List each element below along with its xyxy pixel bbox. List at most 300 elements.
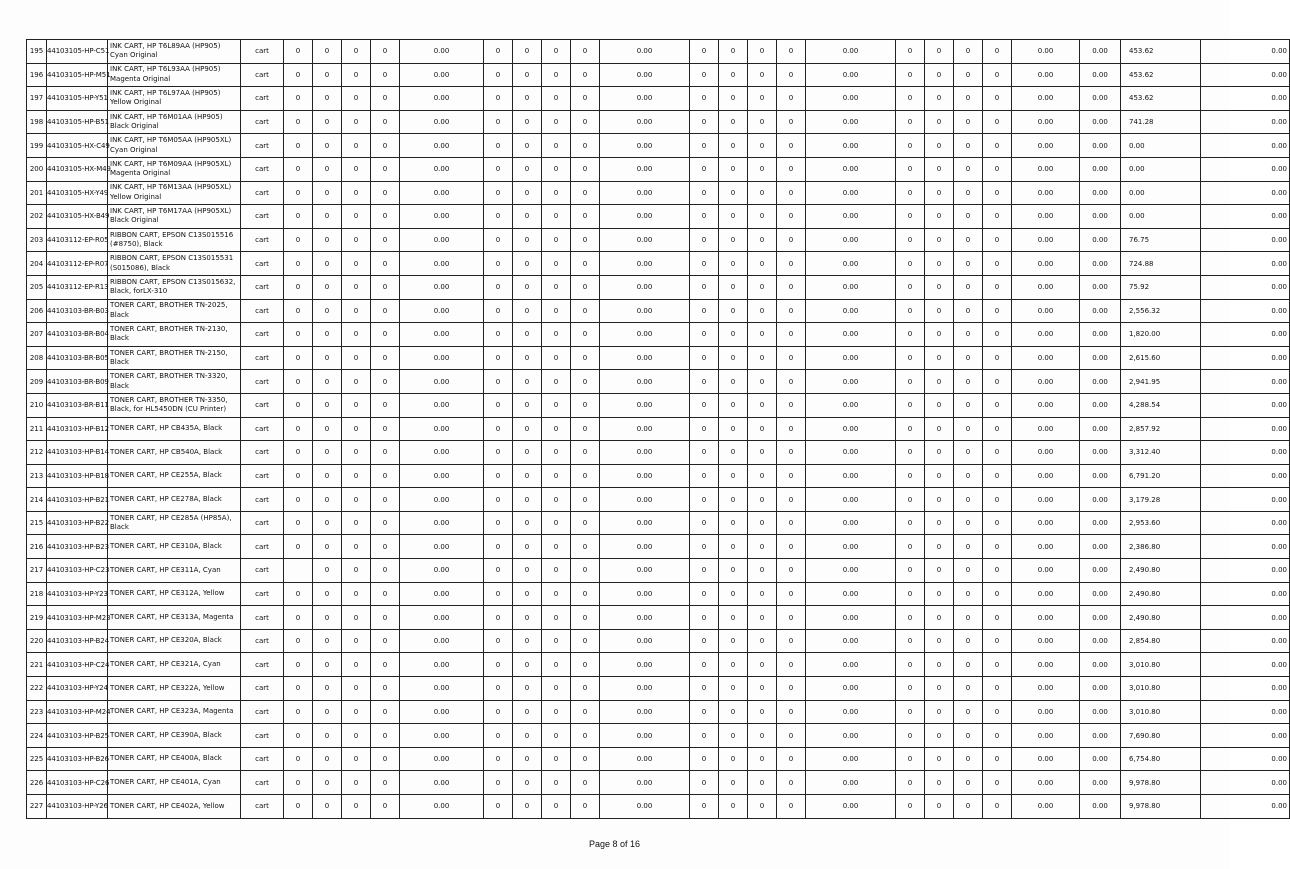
unit-cell: cart	[241, 795, 284, 819]
unit-price-cell: 0.00	[1121, 205, 1201, 229]
quantity-cell: 0	[371, 441, 400, 465]
amount-cell: 0.00	[806, 228, 896, 252]
item-number: 221	[27, 653, 47, 677]
amount-cell: 0.00	[806, 488, 896, 512]
quantity-cell: 0	[513, 771, 542, 795]
quantity-cell: 0	[542, 181, 571, 205]
quantity-cell: 0	[313, 181, 342, 205]
quantity-cell: 0	[542, 205, 571, 229]
amount-cell: 0.00	[806, 606, 896, 630]
item-number: 206	[27, 299, 47, 323]
item-number: 210	[27, 393, 47, 417]
item-number: 219	[27, 606, 47, 630]
amount-cell: 0.00	[1012, 488, 1080, 512]
quantity-cell: 0	[690, 275, 719, 299]
quantity-cell: 0	[925, 747, 954, 771]
quantity-cell: 0	[542, 370, 571, 394]
total-quantity-cell: 0.00	[1080, 299, 1121, 323]
amount-cell: 0.00	[806, 370, 896, 394]
total-quantity-cell: 0.00	[1080, 724, 1121, 748]
unit-cell: cart	[241, 653, 284, 677]
quantity-cell: 0	[571, 370, 600, 394]
quantity-cell: 0	[342, 87, 371, 111]
amount-cell: 0.00	[806, 441, 896, 465]
quantity-cell: 0	[371, 63, 400, 87]
quantity-cell: 0	[542, 700, 571, 724]
unit-cell: cart	[241, 275, 284, 299]
item-number: 205	[27, 275, 47, 299]
total-quantity-cell: 0.00	[1080, 252, 1121, 276]
amount-cell: 0.00	[400, 747, 484, 771]
quantity-cell: 0	[284, 417, 313, 441]
inventory-table	[26, 39, 1290, 819]
quantity-cell: 0	[925, 511, 954, 535]
quantity-cell: 0	[342, 346, 371, 370]
amount-cell: 0.00	[806, 393, 896, 417]
amount-cell: 0.00	[400, 795, 484, 819]
quantity-cell: 0	[371, 275, 400, 299]
total-quantity-cell: 0.00	[1080, 110, 1121, 134]
total-quantity-cell: 0.00	[1080, 488, 1121, 512]
item-code: 44103103-HP-B22	[47, 511, 108, 535]
quantity-cell: 0	[954, 582, 983, 606]
quantity-cell: 0	[690, 724, 719, 748]
quantity-cell: 0	[925, 464, 954, 488]
quantity-cell: 0	[748, 252, 777, 276]
item-description: TONER CART, HP CE321A, Cyan	[108, 653, 241, 677]
quantity-cell: 0	[719, 393, 748, 417]
quantity-cell: 0	[342, 323, 371, 347]
amount-cell: 0.00	[1012, 629, 1080, 653]
quantity-cell: 0	[777, 134, 806, 158]
quantity-cell: 0	[571, 535, 600, 559]
quantity-cell: 0	[342, 275, 371, 299]
item-description: TONER CART, HP CE320A, Black	[108, 629, 241, 653]
quantity-cell: 0	[719, 629, 748, 653]
quantity-cell: 0	[719, 700, 748, 724]
quantity-cell: 0	[896, 370, 925, 394]
quantity-cell: 0	[513, 228, 542, 252]
item-description: INK CART, HP T6M17AA (HP905XL) Black Original	[108, 205, 241, 229]
item-code: 44103103-HP-C24	[47, 653, 108, 677]
table-row	[27, 653, 1290, 677]
amount-cell: 0.00	[600, 134, 690, 158]
amount-cell: 0.00	[1012, 228, 1080, 252]
amount-cell: 0.00	[1012, 393, 1080, 417]
quantity-cell: 0	[777, 87, 806, 111]
quantity-cell: 0	[313, 441, 342, 465]
quantity-cell: 0	[484, 771, 513, 795]
quantity-cell: 0	[542, 417, 571, 441]
quantity-cell: 0	[484, 653, 513, 677]
item-number: 195	[27, 40, 47, 64]
quantity-cell: 0	[925, 299, 954, 323]
quantity-cell: 0	[896, 488, 925, 512]
quantity-cell: 0	[513, 110, 542, 134]
quantity-cell: 0	[371, 582, 400, 606]
total-quantity-cell: 0.00	[1080, 157, 1121, 181]
total-amount-cell: 0.00	[1201, 700, 1290, 724]
quantity-cell: 0	[571, 157, 600, 181]
quantity-cell: 0	[484, 299, 513, 323]
item-description: TONER CART, HP CE323A, Magenta	[108, 700, 241, 724]
quantity-cell: 0	[513, 370, 542, 394]
item-description: TONER CART, HP CE400A, Black	[108, 747, 241, 771]
quantity-cell: 0	[983, 511, 1012, 535]
item-description: TONER CART, HP CE401A, Cyan	[108, 771, 241, 795]
quantity-cell: 0	[371, 795, 400, 819]
quantity-cell: 0	[777, 464, 806, 488]
quantity-cell: 0	[983, 393, 1012, 417]
item-description: INK CART, HP T6M09AA (HP905XL) Magenta Original	[108, 157, 241, 181]
quantity-cell: 0	[748, 724, 777, 748]
quantity-cell: 0	[777, 582, 806, 606]
quantity-cell: 0	[284, 157, 313, 181]
quantity-cell: 0	[371, 464, 400, 488]
quantity-cell: 0	[954, 606, 983, 630]
quantity-cell: 0	[484, 157, 513, 181]
unit-cell: cart	[241, 724, 284, 748]
quantity-cell: 0	[484, 747, 513, 771]
quantity-cell: 0	[983, 559, 1012, 583]
quantity-cell: 0	[983, 464, 1012, 488]
quantity-cell: 0	[371, 747, 400, 771]
quantity-cell: 0	[313, 157, 342, 181]
quantity-cell: 0	[896, 110, 925, 134]
quantity-cell: 0	[777, 629, 806, 653]
quantity-cell: 0	[484, 40, 513, 64]
quantity-cell: 0	[342, 181, 371, 205]
quantity-cell: 0	[484, 181, 513, 205]
amount-cell: 0.00	[806, 677, 896, 701]
quantity-cell: 0	[513, 700, 542, 724]
quantity-cell: 0	[484, 441, 513, 465]
quantity-cell: 0	[484, 724, 513, 748]
quantity-cell: 0	[690, 606, 719, 630]
quantity-cell: 0	[983, 134, 1012, 158]
total-amount-cell: 0.00	[1201, 110, 1290, 134]
amount-cell: 0.00	[400, 205, 484, 229]
item-description: INK CART, HP T6L97AA (HP905) Yellow Original	[108, 87, 241, 111]
unit-cell: cart	[241, 181, 284, 205]
item-number: 198	[27, 110, 47, 134]
amount-cell: 0.00	[806, 252, 896, 276]
amount-cell: 0.00	[1012, 606, 1080, 630]
item-number: 227	[27, 795, 47, 819]
table-row	[27, 157, 1290, 181]
table-row	[27, 252, 1290, 276]
quantity-cell: 0	[690, 653, 719, 677]
item-description: TONER CART, HP CE402A, Yellow	[108, 795, 241, 819]
quantity-cell: 0	[690, 464, 719, 488]
quantity-cell: 0	[542, 771, 571, 795]
total-amount-cell: 0.00	[1201, 40, 1290, 64]
item-code: 44103103-HP-M24	[47, 700, 108, 724]
quantity-cell: 0	[284, 346, 313, 370]
quantity-cell: 0	[983, 40, 1012, 64]
quantity-cell: 0	[748, 157, 777, 181]
quantity-cell: 0	[719, 677, 748, 701]
quantity-cell: 0	[513, 488, 542, 512]
quantity-cell: 0	[954, 724, 983, 748]
quantity-cell: 0	[954, 63, 983, 87]
quantity-cell: 0	[513, 559, 542, 583]
quantity-cell: 0	[777, 252, 806, 276]
quantity-cell: 0	[748, 606, 777, 630]
quantity-cell: 0	[777, 700, 806, 724]
amount-cell: 0.00	[400, 677, 484, 701]
table-row	[27, 677, 1290, 701]
unit-price-cell: 453.62	[1121, 63, 1201, 87]
item-number: 201	[27, 181, 47, 205]
quantity-cell: 0	[342, 629, 371, 653]
amount-cell: 0.00	[600, 157, 690, 181]
table-row	[27, 441, 1290, 465]
unit-price-cell: 741.28	[1121, 110, 1201, 134]
quantity-cell: 0	[571, 299, 600, 323]
item-code: 44103103-BR-B11	[47, 393, 108, 417]
amount-cell: 0.00	[806, 535, 896, 559]
quantity-cell: 0	[313, 275, 342, 299]
quantity-cell: 0	[954, 181, 983, 205]
total-quantity-cell: 0.00	[1080, 205, 1121, 229]
table-row	[27, 228, 1290, 252]
amount-cell: 0.00	[400, 724, 484, 748]
amount-cell: 0.00	[806, 275, 896, 299]
quantity-cell: 0	[719, 110, 748, 134]
quantity-cell: 0	[748, 205, 777, 229]
quantity-cell: 0	[896, 653, 925, 677]
quantity-cell: 0	[342, 370, 371, 394]
amount-cell: 0.00	[400, 63, 484, 87]
quantity-cell: 0	[513, 511, 542, 535]
amount-cell: 0.00	[400, 228, 484, 252]
quantity-cell: 0	[983, 157, 1012, 181]
quantity-cell: 0	[719, 346, 748, 370]
total-quantity-cell: 0.00	[1080, 63, 1121, 87]
quantity-cell: 0	[342, 134, 371, 158]
total-amount-cell: 0.00	[1201, 205, 1290, 229]
quantity-cell: 0	[571, 252, 600, 276]
quantity-cell: 0	[571, 606, 600, 630]
amount-cell: 0.00	[600, 275, 690, 299]
quantity-cell: 0	[284, 299, 313, 323]
unit-cell: cart	[241, 677, 284, 701]
table-row	[27, 700, 1290, 724]
amount-cell: 0.00	[600, 299, 690, 323]
amount-cell: 0.00	[400, 441, 484, 465]
quantity-cell: 0	[484, 511, 513, 535]
quantity-cell: 0	[983, 181, 1012, 205]
quantity-cell: 0	[571, 393, 600, 417]
unit-cell: cart	[241, 747, 284, 771]
total-quantity-cell: 0.00	[1080, 582, 1121, 606]
quantity-cell: 0	[484, 252, 513, 276]
total-amount-cell: 0.00	[1201, 228, 1290, 252]
quantity-cell: 0	[284, 488, 313, 512]
table-row	[27, 771, 1290, 795]
quantity-cell: 0	[983, 417, 1012, 441]
amount-cell: 0.00	[1012, 275, 1080, 299]
amount-cell: 0.00	[806, 323, 896, 347]
amount-cell: 0.00	[600, 370, 690, 394]
total-quantity-cell: 0.00	[1080, 700, 1121, 724]
quantity-cell: 0	[719, 87, 748, 111]
quantity-cell: 0	[313, 677, 342, 701]
quantity-cell: 0	[748, 488, 777, 512]
amount-cell: 0.00	[806, 653, 896, 677]
item-number: 218	[27, 582, 47, 606]
quantity-cell: 0	[542, 511, 571, 535]
quantity-cell: 0	[371, 323, 400, 347]
item-description: RIBBON CART, EPSON C13S015632, Black, forLX-310	[108, 275, 241, 299]
amount-cell: 0.00	[400, 323, 484, 347]
quantity-cell: 0	[484, 559, 513, 583]
item-code: 44103103-HP-Y26	[47, 795, 108, 819]
quantity-cell: 0	[719, 40, 748, 64]
quantity-cell: 0	[777, 511, 806, 535]
table-row	[27, 724, 1290, 748]
unit-cell: cart	[241, 771, 284, 795]
quantity-cell: 0	[371, 606, 400, 630]
quantity-cell: 0	[896, 228, 925, 252]
quantity-cell: 0	[342, 747, 371, 771]
quantity-cell: 0	[896, 417, 925, 441]
item-description: TONER CART, BROTHER TN-3320, Black	[108, 370, 241, 394]
quantity-cell: 0	[719, 63, 748, 87]
quantity-cell: 0	[371, 677, 400, 701]
amount-cell: 0.00	[806, 346, 896, 370]
quantity-cell: 0	[896, 393, 925, 417]
amount-cell: 0.00	[806, 582, 896, 606]
quantity-cell: 0	[313, 629, 342, 653]
item-code: 44103103-HP-B14	[47, 441, 108, 465]
quantity-cell: 0	[896, 275, 925, 299]
amount-cell: 0.00	[806, 511, 896, 535]
amount-cell: 0.00	[600, 795, 690, 819]
unit-cell: cart	[241, 110, 284, 134]
quantity-cell: 0	[954, 346, 983, 370]
quantity-cell: 0	[896, 134, 925, 158]
amount-cell: 0.00	[1012, 464, 1080, 488]
total-amount-cell: 0.00	[1201, 559, 1290, 583]
quantity-cell: 0	[513, 346, 542, 370]
quantity-cell: 0	[748, 110, 777, 134]
quantity-cell: 0	[896, 63, 925, 87]
item-number: 211	[27, 417, 47, 441]
total-quantity-cell: 0.00	[1080, 40, 1121, 64]
unit-price-cell: 2,386.80	[1121, 535, 1201, 559]
quantity-cell: 0	[748, 299, 777, 323]
item-code: 44103112-EP-R05	[47, 228, 108, 252]
item-description: TONER CART, HP CE313A, Magenta	[108, 606, 241, 630]
quantity-cell: 0	[896, 205, 925, 229]
quantity-cell: 0	[777, 393, 806, 417]
total-quantity-cell: 0.00	[1080, 535, 1121, 559]
quantity-cell: 0	[896, 629, 925, 653]
quantity-cell: 0	[777, 205, 806, 229]
quantity-cell: 0	[925, 488, 954, 512]
quantity-cell: 0	[371, 299, 400, 323]
amount-cell: 0.00	[600, 700, 690, 724]
quantity-cell: 0	[284, 771, 313, 795]
quantity-cell: 0	[954, 464, 983, 488]
table-row	[27, 275, 1290, 299]
unit-cell: cart	[241, 488, 284, 512]
quantity-cell: 0	[748, 559, 777, 583]
unit-price-cell: 1,820.00	[1121, 323, 1201, 347]
amount-cell: 0.00	[400, 40, 484, 64]
quantity-cell: 0	[313, 724, 342, 748]
quantity-cell: 0	[513, 677, 542, 701]
amount-cell: 0.00	[806, 464, 896, 488]
quantity-cell: 0	[571, 653, 600, 677]
unit-price-cell: 75.92	[1121, 275, 1201, 299]
quantity-cell: 0	[371, 417, 400, 441]
quantity-cell: 0	[719, 417, 748, 441]
quantity-cell: 0	[748, 771, 777, 795]
unit-price-cell: 2,941.95	[1121, 370, 1201, 394]
quantity-cell: 0	[896, 157, 925, 181]
quantity-cell: 0	[313, 771, 342, 795]
amount-cell: 0.00	[806, 110, 896, 134]
quantity-cell: 0	[313, 535, 342, 559]
quantity-cell: 0	[284, 181, 313, 205]
quantity-cell: 0	[925, 606, 954, 630]
item-description: TONER CART, HP CE278A, Black	[108, 488, 241, 512]
quantity-cell: 0	[513, 747, 542, 771]
table-row	[27, 488, 1290, 512]
unit-price-cell: 2,490.80	[1121, 606, 1201, 630]
quantity-cell: 0	[983, 228, 1012, 252]
amount-cell: 0.00	[400, 700, 484, 724]
unit-cell: cart	[241, 63, 284, 87]
quantity-cell: 0	[371, 40, 400, 64]
quantity-cell: 0	[284, 582, 313, 606]
unit-cell: cart	[241, 582, 284, 606]
amount-cell: 0.00	[400, 771, 484, 795]
total-amount-cell: 0.00	[1201, 275, 1290, 299]
quantity-cell: 0	[342, 488, 371, 512]
quantity-cell: 0	[690, 488, 719, 512]
quantity-cell: 0	[371, 157, 400, 181]
quantity-cell: 0	[284, 464, 313, 488]
quantity-cell: 0	[571, 464, 600, 488]
quantity-cell: 0	[542, 63, 571, 87]
quantity-cell: 0	[513, 181, 542, 205]
quantity-cell: 0	[690, 110, 719, 134]
quantity-cell: 0	[284, 441, 313, 465]
quantity-cell: 0	[571, 417, 600, 441]
quantity-cell: 0	[313, 87, 342, 111]
quantity-cell: 0	[542, 629, 571, 653]
quantity-cell: 0	[313, 228, 342, 252]
total-amount-cell: 0.00	[1201, 63, 1290, 87]
amount-cell: 0.00	[400, 110, 484, 134]
quantity-cell: 0	[690, 181, 719, 205]
item-code: 44103105-HP-B51	[47, 110, 108, 134]
item-code: 44103105-HP-C51	[47, 40, 108, 64]
quantity-cell: 0	[777, 110, 806, 134]
total-amount-cell: 0.00	[1201, 488, 1290, 512]
amount-cell: 0.00	[600, 606, 690, 630]
unit-price-cell: 6,754.80	[1121, 747, 1201, 771]
table-row	[27, 40, 1290, 64]
quantity-cell: 0	[513, 205, 542, 229]
quantity-cell: 0	[342, 299, 371, 323]
quantity-cell: 0	[896, 299, 925, 323]
quantity-cell: 0	[690, 535, 719, 559]
